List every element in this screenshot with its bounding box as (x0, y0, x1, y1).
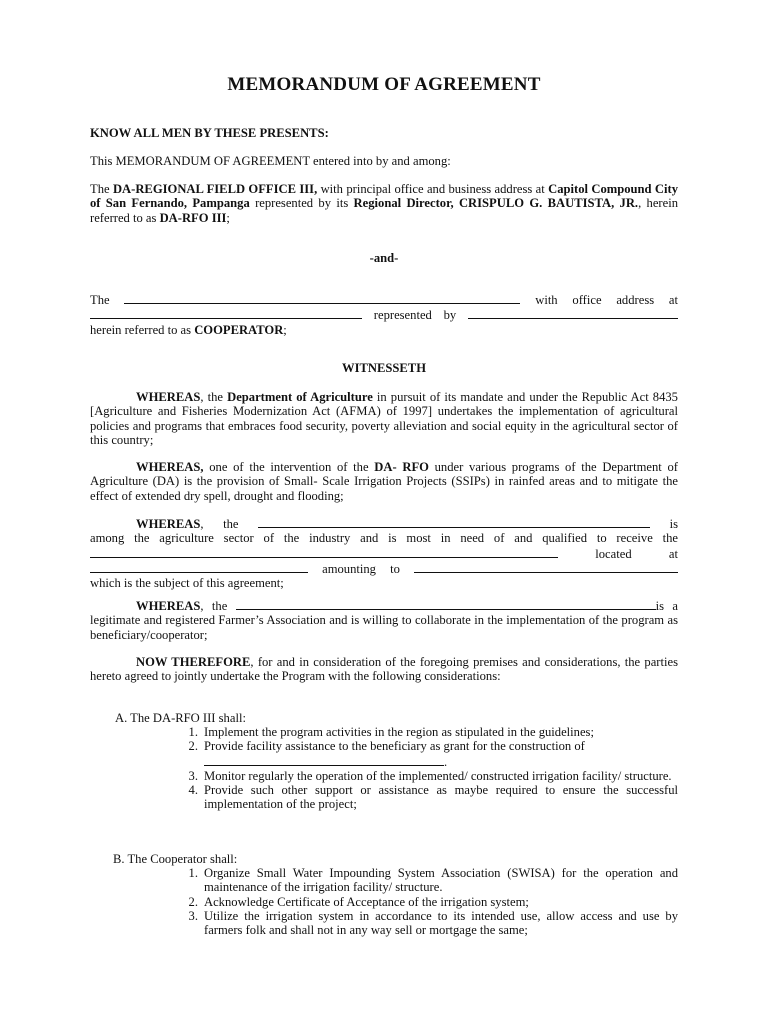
section-b-item: 2. Acknowledge Certificate of Acceptance of the irrigation system; (188, 894, 529, 909)
whereas-3-line-2: among the agriculture sector of the industry and is most in need of and qualified to receive the (90, 531, 678, 546)
whereas-paragraph-4 (90, 598, 678, 642)
whereas-paragraph-3 (90, 516, 678, 590)
whereas-paragraph-2: WHEREAS, one of the intervention of the DA- RFO under various programs of the Department of Agriculture (DA) is the provision of Small- Scale Irrigation Projects (SSIPs) in rainfed areas and to mitigate the effect of extended dry spell, drought and flooding; (90, 460, 678, 503)
section-a-item: 2. Provide facility assistance to the beneficiary as grant for the construction of . (188, 739, 585, 769)
know-all-heading: KNOW ALL MEN BY THESE PRESENTS: (90, 126, 329, 140)
witnesseth-heading: WITNESSETH (342, 361, 426, 375)
whereas-3-line-4: amounting to (90, 561, 678, 576)
party-two-line-3: herein referred to as COOPERATOR; (90, 322, 287, 337)
whereas-3-line-5: which is the subject of this agreement; (90, 576, 284, 591)
cooperator-name-blank (124, 292, 520, 304)
whereas-4-body: legitimate and registered Farmer’s Association and is willing to collaborate in the implementation of the program as beneficiary/cooperator; (90, 613, 678, 642)
section-b-list (180, 866, 678, 937)
whereas-3-line-3: located at (90, 546, 678, 561)
section-b-item: 3. Utilize the irrigation system in accordance to its intended use, allow access and use by farmers folk and shall not in any way sell or mortgage the same; (188, 908, 678, 938)
section-a-list (180, 725, 678, 812)
whereas-4-line-1: WHEREAS, the is a (136, 599, 679, 613)
party-two-paragraph (90, 292, 678, 337)
location-blank (90, 561, 308, 573)
sector-blank (258, 516, 650, 528)
section-a-item: 1. Implement the program activities in the region as stipulated in the guidelines; (188, 725, 594, 739)
facility-blank (204, 754, 444, 766)
party-two-line-2: represented by (90, 307, 678, 322)
now-therefore-paragraph: NOW THEREFORE, for and in consideration of the foregoing premises and considerations, the parties hereto agreed to jointly undertake the Program with the following considerations: (90, 655, 678, 684)
party-two-line-1: The with office address at (90, 293, 679, 307)
and-separator: -and- (369, 251, 399, 265)
whereas-paragraph-1: WHEREAS, the Department of Agriculture in pursuit of its mandate and under the Republic Act 8435 [Agriculture and Fisheries Modernization Act (AFMA) of 1997] undertakes the implementation of agricultural policies and programs that embraces food security, poverty alleviation and social equity in the agricultural sector of this country; (90, 390, 678, 447)
section-a-item: 3. Monitor regularly the operation of the implemented/ constructed irrigation facility/ structure. (188, 768, 672, 783)
intro-paragraph: This MEMORANDUM OF AGREEMENT entered into by and among: (90, 154, 451, 168)
cooperator-representative-blank (468, 307, 678, 319)
section-a-label: A. The DA-RFO III shall: (115, 711, 246, 725)
whereas-3-line-1: WHEREAS, the is (136, 517, 679, 531)
cooperator-address-blank (90, 307, 362, 319)
section-a-item: 4. Provide such other support or assistance as maybe required to ensure the successful implementation of the project; (188, 783, 678, 812)
project-blank (90, 546, 558, 558)
association-blank (236, 598, 656, 610)
document-title: MEMORANDUM OF AGREEMENT (227, 74, 541, 95)
party-one-paragraph: The DA-REGIONAL FIELD OFFICE III, with principal office and business address at Capitol Compound City of San Fernando, Pampanga represented by its Regional Director, CRISPULO G. BAUTISTA, JR., herein referred to as DA-RFO III; (90, 182, 679, 225)
amount-blank (414, 561, 678, 573)
section-b-label: B. The Cooperator shall: (113, 852, 238, 866)
section-b-item: 1. Organize Small Water Impounding System Association (SWISA) for the operation and maintenance of the irrigation facility/ structure. (188, 866, 678, 895)
